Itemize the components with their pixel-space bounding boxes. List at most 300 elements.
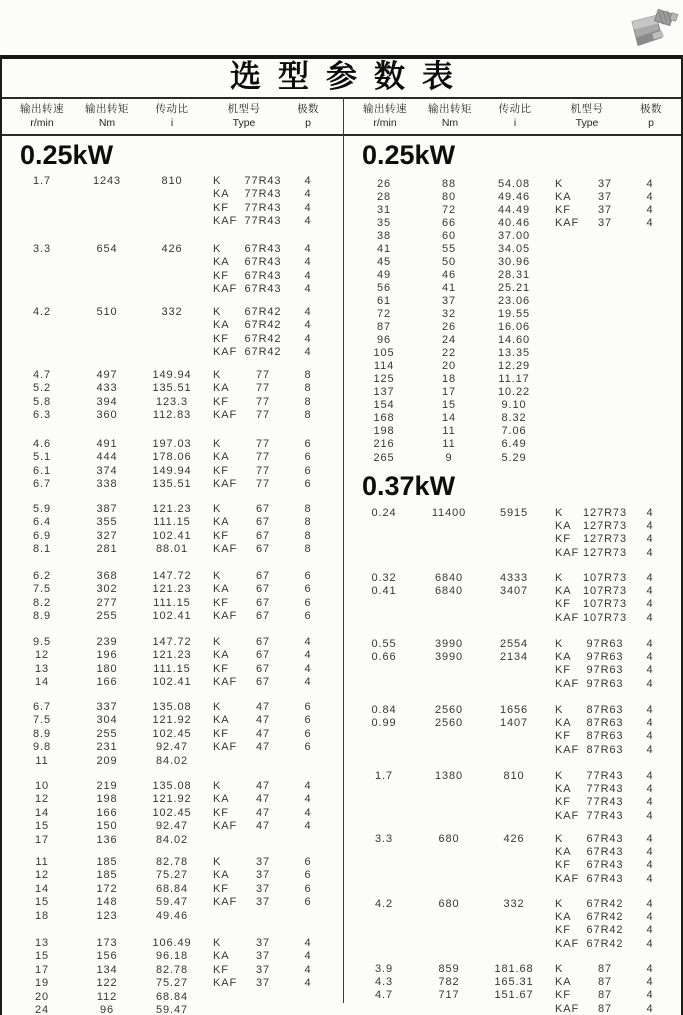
- type-model: 77R43: [586, 769, 624, 782]
- type-prefix: KAF: [555, 546, 580, 559]
- output-torque-cell: 185: [96, 869, 118, 882]
- type-model: 67R43: [586, 872, 624, 885]
- output-speed-cell: 6.3: [33, 409, 51, 422]
- type-model: 77: [255, 437, 271, 450]
- type-prefix: K: [213, 779, 222, 792]
- ratio-cell: 4333: [499, 571, 529, 584]
- type-model: 47: [255, 779, 271, 792]
- poles-cell: 4: [304, 319, 312, 332]
- poles-cell: 4: [646, 897, 654, 910]
- table-row: [2, 676, 343, 690]
- type-model: 127R73: [583, 546, 627, 559]
- output-speed-cell: 56: [376, 281, 392, 294]
- type-model: 87R63: [586, 743, 624, 756]
- table-row: [2, 188, 343, 202]
- type-cell: [544, 938, 628, 950]
- table-row: [344, 975, 683, 988]
- ratio-cell: 75.27: [155, 869, 189, 882]
- table-row: [344, 809, 683, 822]
- output-speed-cell: 38: [376, 229, 392, 242]
- output-torque-cell: 14: [441, 412, 457, 425]
- table-row: [344, 438, 683, 451]
- type-model: 77R43: [586, 783, 624, 796]
- type-prefix: KA: [555, 717, 572, 730]
- output-torque-cell: 3990: [434, 651, 464, 664]
- type-cell: [202, 283, 286, 295]
- type-cell: [544, 638, 628, 650]
- ratio-cell: 123.3: [155, 395, 189, 408]
- type-prefix: KF: [213, 395, 229, 408]
- type-cell: [544, 507, 628, 519]
- type-prefix: KAF: [213, 676, 238, 689]
- output-speed-cell: 6.4: [33, 516, 51, 529]
- col-header-ratio-zh: 传动比: [498, 103, 532, 115]
- poles-cell: 6: [304, 882, 312, 895]
- table-row: [2, 201, 343, 215]
- type-prefix: K: [555, 703, 564, 716]
- poles-cell: 4: [304, 635, 312, 648]
- type-model: 77: [255, 382, 271, 395]
- type-cell: [202, 780, 286, 792]
- output-speed-cell: 168: [373, 412, 395, 425]
- poles-cell: 4: [646, 651, 654, 664]
- output-torque-cell: 20: [441, 360, 457, 373]
- table-row: [344, 321, 683, 334]
- ratio-cell: 178.06: [152, 451, 192, 464]
- output-speed-cell: 26: [376, 177, 392, 190]
- type-prefix: K: [213, 437, 222, 450]
- table-row: [344, 859, 683, 872]
- type-model: 87R63: [586, 717, 624, 730]
- table-row: [344, 664, 683, 677]
- type-cell: [544, 744, 628, 756]
- table-row: [344, 294, 683, 307]
- type-model: 67R43: [244, 256, 282, 269]
- table-row: [2, 963, 343, 977]
- type-prefix: KAF: [213, 977, 238, 990]
- type-cell: [202, 319, 286, 331]
- ratio-cell: 165.31: [494, 976, 534, 989]
- type-prefix: KAF: [555, 809, 580, 822]
- type-cell: [202, 950, 286, 962]
- output-torque-cell: 112: [96, 990, 118, 1003]
- row-group: [2, 779, 343, 847]
- table-row: [344, 845, 683, 858]
- type-cell: [544, 796, 628, 808]
- output-torque-cell: 148: [96, 896, 118, 909]
- table-row: [344, 307, 683, 320]
- row-group: [344, 769, 683, 823]
- type-cell: [202, 346, 286, 358]
- type-prefix: KA: [213, 319, 230, 332]
- row-group: [2, 174, 343, 228]
- type-prefix: KA: [213, 869, 230, 882]
- type-model: 67: [255, 596, 271, 609]
- ratio-cell: 2554: [499, 637, 529, 650]
- type-model: 67: [255, 676, 271, 689]
- output-torque-cell: 66: [441, 216, 457, 229]
- output-speed-cell: 14: [34, 676, 50, 689]
- output-speed-cell: 0.41: [371, 585, 397, 598]
- poles-cell: 4: [304, 269, 312, 282]
- poles-cell: 4: [646, 585, 654, 598]
- output-torque-cell: 15: [441, 399, 457, 412]
- page-title: 选型参数表: [230, 59, 470, 94]
- output-torque-cell: 173: [96, 936, 118, 949]
- poles-cell: 4: [646, 730, 654, 743]
- table-row: [344, 832, 683, 845]
- table-row: [2, 409, 343, 423]
- poles-cell: 4: [304, 676, 312, 689]
- table-row: [344, 962, 683, 975]
- poles-cell: 4: [304, 649, 312, 662]
- output-speed-cell: 96: [376, 334, 392, 347]
- row-group: [2, 502, 343, 556]
- poles-cell: 8: [304, 395, 312, 408]
- type-model: 77R43: [244, 215, 282, 228]
- output-torque-cell: 2560: [434, 717, 464, 730]
- output-torque-cell: 55: [441, 242, 457, 255]
- table-row: [2, 649, 343, 663]
- type-prefix: KF: [213, 201, 229, 214]
- ratio-cell: 59.47: [155, 896, 189, 909]
- output-torque-cell: 6840: [434, 585, 464, 598]
- type-model: 47: [255, 714, 271, 727]
- type-prefix: KF: [555, 533, 571, 546]
- table-row: [2, 820, 343, 834]
- poles-cell: 8: [304, 368, 312, 381]
- table-row: [344, 730, 683, 743]
- type-cell: [202, 306, 286, 318]
- output-speed-cell: 12: [34, 869, 50, 882]
- type-prefix: K: [555, 637, 564, 650]
- type-model: 67: [255, 583, 271, 596]
- type-cell: [544, 783, 628, 795]
- type-prefix: KF: [555, 924, 571, 937]
- output-speed-cell: 61: [376, 294, 392, 307]
- output-speed-cell: 1.7: [375, 769, 393, 782]
- row-group: [344, 703, 683, 757]
- type-prefix: KA: [555, 846, 572, 859]
- type-model: 127R73: [583, 506, 627, 519]
- type-cell: [544, 976, 628, 988]
- type-prefix: KF: [213, 806, 229, 819]
- type-cell: [544, 678, 628, 690]
- type-model: 67R43: [244, 269, 282, 282]
- ratio-cell: 135.51: [152, 382, 192, 395]
- type-cell: [202, 478, 286, 490]
- type-prefix: KF: [213, 662, 229, 675]
- type-prefix: KAF: [555, 611, 580, 624]
- type-prefix: KA: [213, 793, 230, 806]
- output-speed-cell: 19: [34, 977, 50, 990]
- type-model: 47: [255, 793, 271, 806]
- type-model: 47: [255, 741, 271, 754]
- table-row: [2, 569, 343, 583]
- table-row: [2, 727, 343, 741]
- output-torque-cell: 302: [96, 583, 118, 596]
- poles-cell: 4: [646, 809, 654, 822]
- type-cell: [544, 598, 628, 610]
- poles-cell: 6: [304, 727, 312, 740]
- type-model: 67R42: [244, 319, 282, 332]
- type-prefix: KA: [555, 783, 572, 796]
- output-speed-cell: 11: [35, 754, 49, 767]
- output-speed-cell: 35: [376, 216, 392, 229]
- ratio-cell: 121.23: [152, 583, 192, 596]
- table-row: [2, 382, 343, 396]
- table-row: [2, 332, 343, 346]
- type-model: 87: [597, 962, 613, 975]
- poles-cell: 6: [304, 583, 312, 596]
- output-speed-cell: 7.5: [33, 714, 51, 727]
- ratio-cell: 332: [503, 897, 525, 910]
- output-speed-cell: 31: [376, 203, 392, 216]
- ratio-cell: 10.22: [497, 386, 531, 399]
- type-prefix: KF: [213, 332, 229, 345]
- ratio-cell: 121.23: [152, 502, 192, 515]
- type-cell: [202, 793, 286, 805]
- output-speed-cell: 216: [373, 438, 395, 451]
- type-model: 37: [255, 950, 271, 963]
- col-header-output-speed-en: r/min: [30, 117, 54, 129]
- col-header-poles-en: p: [305, 117, 311, 129]
- table-row: [344, 546, 683, 559]
- output-torque-cell: 22: [441, 347, 457, 360]
- table-row: [344, 897, 683, 910]
- ratio-cell: 88.01: [155, 543, 189, 556]
- poles-cell: 4: [304, 256, 312, 269]
- type-cell: [202, 856, 286, 868]
- output-torque-cell: 46: [441, 268, 457, 281]
- table-row: [2, 242, 343, 256]
- type-prefix: KF: [555, 859, 571, 872]
- type-cell: [544, 924, 628, 936]
- table-row: [344, 506, 683, 519]
- poles-cell: 8: [304, 529, 312, 542]
- type-model: 77: [255, 464, 271, 477]
- table-row: [2, 806, 343, 820]
- type-model: 67R42: [586, 924, 624, 937]
- ratio-cell: 102.41: [152, 529, 192, 542]
- type-model: 67: [255, 610, 271, 623]
- ratio-cell: 111.15: [153, 662, 191, 675]
- type-prefix: K: [213, 936, 222, 949]
- col-header-poles-zh: 极数: [640, 103, 662, 115]
- table-row: [2, 256, 343, 270]
- type-model: 67: [255, 662, 271, 675]
- ratio-cell: 9.10: [501, 399, 527, 412]
- ratio-cell: 28.31: [497, 268, 531, 281]
- ratio-cell: 5915: [499, 506, 529, 519]
- table-row: [2, 283, 343, 297]
- output-speed-cell: 28: [376, 190, 392, 203]
- output-speed-cell: 72: [376, 307, 392, 320]
- output-torque-cell: 185: [96, 855, 118, 868]
- poles-cell: 6: [304, 700, 312, 713]
- table-row: [344, 373, 683, 386]
- table-row: [2, 437, 343, 451]
- type-cell: [202, 883, 286, 895]
- output-torque-cell: 2560: [434, 703, 464, 716]
- type-cell: [544, 989, 628, 1001]
- type-cell: [202, 714, 286, 726]
- table-row: [344, 650, 683, 663]
- ratio-cell: 82.78: [155, 855, 189, 868]
- table-row: [344, 533, 683, 546]
- col-header-output-torque-en: Nm: [98, 117, 116, 129]
- type-cell: [202, 741, 286, 753]
- type-model: 67R43: [244, 283, 282, 296]
- poles-cell: 4: [646, 769, 654, 782]
- output-speed-cell: 137: [373, 386, 395, 399]
- type-prefix: K: [213, 242, 222, 255]
- poles-cell: 4: [304, 174, 312, 187]
- col-header-output-speed-en: r/min: [373, 117, 397, 129]
- type-prefix: KF: [213, 963, 229, 976]
- type-prefix: KA: [555, 976, 572, 989]
- type-prefix: K: [555, 769, 564, 782]
- output-speed-cell: 125: [373, 373, 395, 386]
- ratio-cell: 147.72: [152, 569, 192, 582]
- poles-cell: 4: [304, 936, 312, 949]
- type-cell: [202, 530, 286, 542]
- table-row: [2, 635, 343, 649]
- type-prefix: K: [555, 177, 564, 190]
- power-section-heading: 0.25kW: [362, 140, 456, 170]
- type-cell: [202, 869, 286, 881]
- poles-cell: 6: [304, 741, 312, 754]
- poles-cell: 4: [304, 242, 312, 255]
- ratio-cell: 40.46: [497, 216, 531, 229]
- type-prefix: KAF: [213, 741, 238, 754]
- ratio-cell: 2134: [499, 651, 529, 664]
- poles-cell: 4: [646, 911, 654, 924]
- col-header-output-speed-zh: 输出转速: [20, 103, 64, 115]
- output-torque-cell: 680: [438, 832, 460, 845]
- ratio-cell: 102.45: [152, 727, 192, 740]
- poles-cell: 8: [304, 516, 312, 529]
- table-row: [344, 360, 683, 373]
- output-torque-cell: 304: [96, 714, 118, 727]
- output-speed-cell: 15: [34, 896, 50, 909]
- output-torque-cell: 134: [96, 963, 118, 976]
- ratio-cell: 810: [161, 174, 183, 187]
- type-cell: [544, 547, 628, 559]
- type-cell: [202, 215, 286, 227]
- output-torque-cell: 9: [445, 451, 453, 464]
- type-model: 67R43: [586, 859, 624, 872]
- output-torque-cell: 17: [441, 386, 457, 399]
- type-cell: [202, 896, 286, 908]
- table-row: [344, 347, 683, 360]
- output-torque-cell: 166: [96, 806, 118, 819]
- output-torque-cell: 209: [96, 754, 118, 767]
- poles-cell: 4: [646, 637, 654, 650]
- poles-cell: 4: [646, 611, 654, 624]
- type-cell: [202, 516, 286, 528]
- type-model: 67: [255, 516, 271, 529]
- type-cell: [202, 382, 286, 394]
- poles-cell: 4: [304, 977, 312, 990]
- type-cell: [202, 543, 286, 555]
- type-cell: [544, 833, 628, 845]
- row-group: [344, 897, 683, 951]
- poles-cell: 4: [646, 664, 654, 677]
- type-model: 67R42: [586, 937, 624, 950]
- table-right-half: [344, 0, 683, 1015]
- type-prefix: KF: [555, 203, 571, 216]
- type-prefix: K: [213, 635, 222, 648]
- poles-cell: 4: [304, 201, 312, 214]
- type-prefix: KAF: [213, 896, 238, 909]
- type-prefix: KA: [213, 950, 230, 963]
- table-row: [2, 529, 343, 543]
- type-model: 67R43: [586, 846, 624, 859]
- table-row: [2, 583, 343, 597]
- row-group: [2, 855, 343, 923]
- type-prefix: KA: [213, 714, 230, 727]
- poles-cell: 6: [304, 855, 312, 868]
- poles-cell: 4: [646, 989, 654, 1002]
- output-speed-cell: 6.9: [33, 529, 51, 542]
- type-prefix: KF: [555, 664, 571, 677]
- output-speed-cell: 5.8: [33, 395, 51, 408]
- poles-cell: 4: [304, 950, 312, 963]
- type-prefix: KAF: [213, 409, 238, 422]
- poles-cell: 4: [304, 215, 312, 228]
- table-row: [344, 451, 683, 464]
- output-torque-cell: 3990: [434, 637, 464, 650]
- type-cell: [202, 937, 286, 949]
- table-row: [2, 896, 343, 910]
- type-model: 127R73: [583, 533, 627, 546]
- type-model: 67R42: [586, 897, 624, 910]
- col-header-poles-en: p: [648, 117, 654, 129]
- poles-cell: 6: [304, 869, 312, 882]
- type-model: 67R42: [244, 346, 282, 359]
- col-header-type-zh: 机型号: [227, 103, 261, 115]
- output-torque-cell: 255: [96, 610, 118, 623]
- type-model: 67: [255, 635, 271, 648]
- type-cell: [544, 612, 628, 624]
- type-cell: [544, 717, 628, 729]
- poles-cell: 4: [304, 305, 312, 318]
- table-row: [2, 869, 343, 883]
- poles-cell: 4: [646, 1002, 654, 1015]
- output-torque-cell: 337: [96, 700, 118, 713]
- output-speed-cell: 17: [34, 833, 50, 846]
- type-model: 37: [255, 855, 271, 868]
- type-prefix: KF: [213, 596, 229, 609]
- type-prefix: KA: [555, 911, 572, 924]
- output-torque-cell: 156: [96, 950, 118, 963]
- ratio-cell: 135.08: [152, 700, 192, 713]
- output-torque-cell: 122: [96, 977, 118, 990]
- table-row: [2, 779, 343, 793]
- ratio-cell: 3407: [499, 585, 529, 598]
- type-model: 67R42: [244, 332, 282, 345]
- ratio-cell: 111.15: [153, 516, 191, 529]
- table-row: [344, 216, 683, 229]
- table-row: [2, 909, 343, 923]
- type-model: 87R63: [586, 730, 624, 743]
- table-row: [2, 174, 343, 188]
- table-row: [344, 598, 683, 611]
- ratio-cell: 75.27: [155, 977, 189, 990]
- type-prefix: K: [555, 506, 564, 519]
- type-cell: [202, 570, 286, 582]
